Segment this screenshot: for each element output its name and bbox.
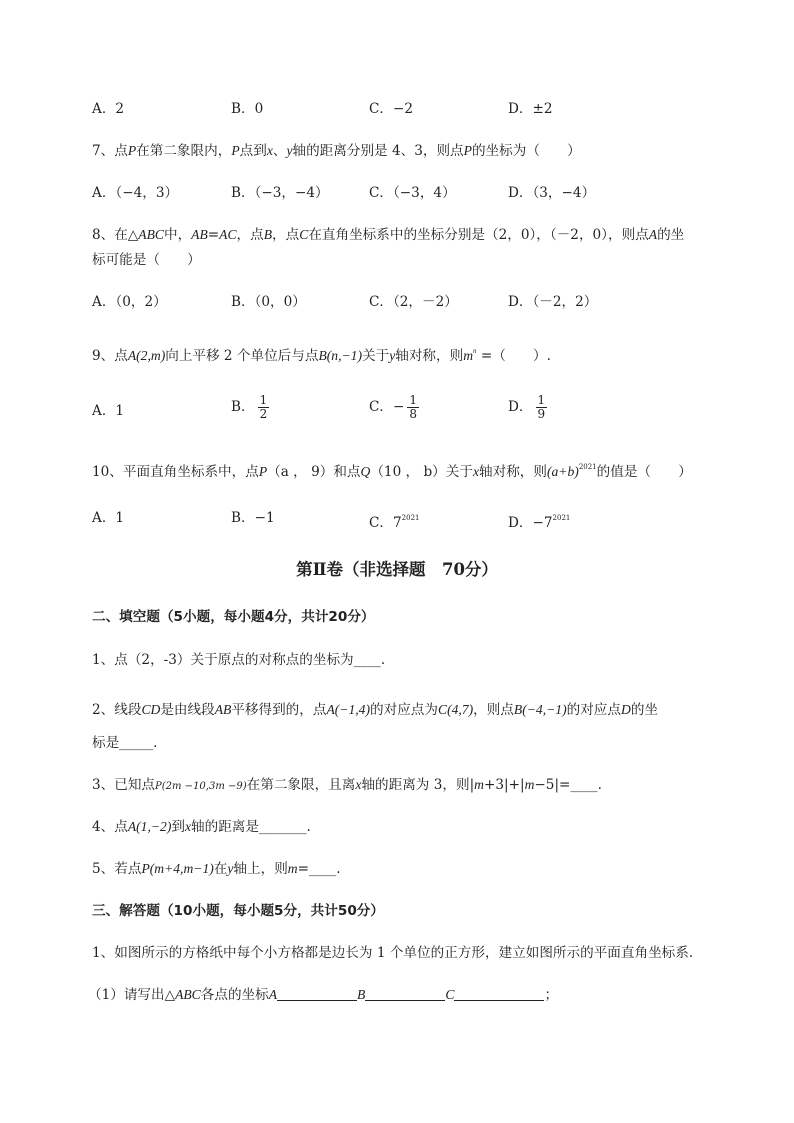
q9-option-d: D． $\frac{1}{9}$ xyxy=(508,393,546,421)
q6-option-a: A．2 xyxy=(92,101,125,117)
q8-option-a: A．（0，2） xyxy=(92,294,167,310)
q9-stem: 9、点A(2,m)向上平移 2 个单位后与点B(n,−1)关于y轴对称，则$m^n$ =（ ）. xyxy=(92,347,551,364)
q10-option-d: D．$-7^{2021}$ xyxy=(508,514,571,531)
solve-q1-sub1: （1）请写出△ABC各点的坐标A B C ； xyxy=(88,987,559,1003)
q8-stem-line2: 标可能是（ ） xyxy=(92,252,201,268)
part2-heading: 第Ⅱ卷（非选择题 70分） xyxy=(296,560,498,579)
q9-option-c: C．− $\frac{1}{8}$ xyxy=(369,393,418,421)
solve-section-heading: 三、解答题（10小题，每小题5分，共计50分） xyxy=(92,903,384,919)
q8-option-c: C．（2，－2） xyxy=(369,294,458,310)
q8-option-b: B．（0，0） xyxy=(231,294,306,310)
q10-option-b: B．−1 xyxy=(231,510,275,526)
solve-q1: 1、如图所示的方格纸中每个小方格都是边长为 1 个单位的正方形，建立如图所示的平面直角坐标系. xyxy=(92,945,694,961)
fill-q2-line1: 2、线段CD是由线段AB平移得到的，点A(−1,4)的对应点为C(4,7)，则点B(−4,−1)的对应点D的坐 xyxy=(92,702,658,718)
q8-stem-line1: 8、在△ABC中，AB=AC，点B，点C在直角坐标系中的坐标分别是（2，0），（－2，0），则点A的坐 xyxy=(92,227,685,243)
q9-option-b: B． $\frac{1}{2}$ xyxy=(231,393,268,421)
q10-option-a: A．1 xyxy=(92,510,125,526)
answer-blank-a[interactable] xyxy=(277,986,357,1001)
fill-q3: 3、已知点P(2m −10,3m −9)在第二象限，且离x轴的距离为 3，则|m+3|+|m−5|=____. xyxy=(92,777,602,793)
q7-option-b: B．（−3，−4） xyxy=(231,185,329,201)
q7-option-c: C．（−3，4） xyxy=(369,185,456,201)
q6-option-d: D．±2 xyxy=(508,101,553,117)
q6-option-c: C．−2 xyxy=(369,101,414,117)
q6-option-b: B．0 xyxy=(231,101,264,117)
answer-blank-b[interactable] xyxy=(365,986,445,1001)
q8-option-d: D．（－2，2） xyxy=(508,294,598,310)
q7-option-a: A．（−4，3） xyxy=(92,185,179,201)
q10-option-c: C．$7^{2021}$ xyxy=(369,514,420,531)
fill-q5: 5、若点P(m+4,m−1)在y轴上，则m=____. xyxy=(92,861,341,877)
q7-stem: 7、点P在第二象限内，P点到x、y轴的距离分别是 4、3，则点P的坐标为（ ） xyxy=(92,143,581,159)
fill-q1: 1、点（2，-3）关于原点的对称点的坐标为____. xyxy=(92,652,386,668)
fill-q4: 4、点A(1,−2)到x轴的距离是_______. xyxy=(92,819,311,835)
fill-section-heading: 二、填空题（5小题，每小题4分，共计20分） xyxy=(92,609,375,625)
q9-option-a: A．1 xyxy=(92,403,125,419)
answer-blank-c[interactable] xyxy=(454,986,544,1001)
fill-q2-line2: 标是_____. xyxy=(92,735,158,751)
q10-stem: 10、平面直角坐标系中，点P（a ， 9）和点Q（10 ， b）关于x轴对称，则$(a+b)^{2021}$的值是（ ） xyxy=(92,463,692,480)
q7-option-d: D．（3，−4） xyxy=(508,185,596,201)
